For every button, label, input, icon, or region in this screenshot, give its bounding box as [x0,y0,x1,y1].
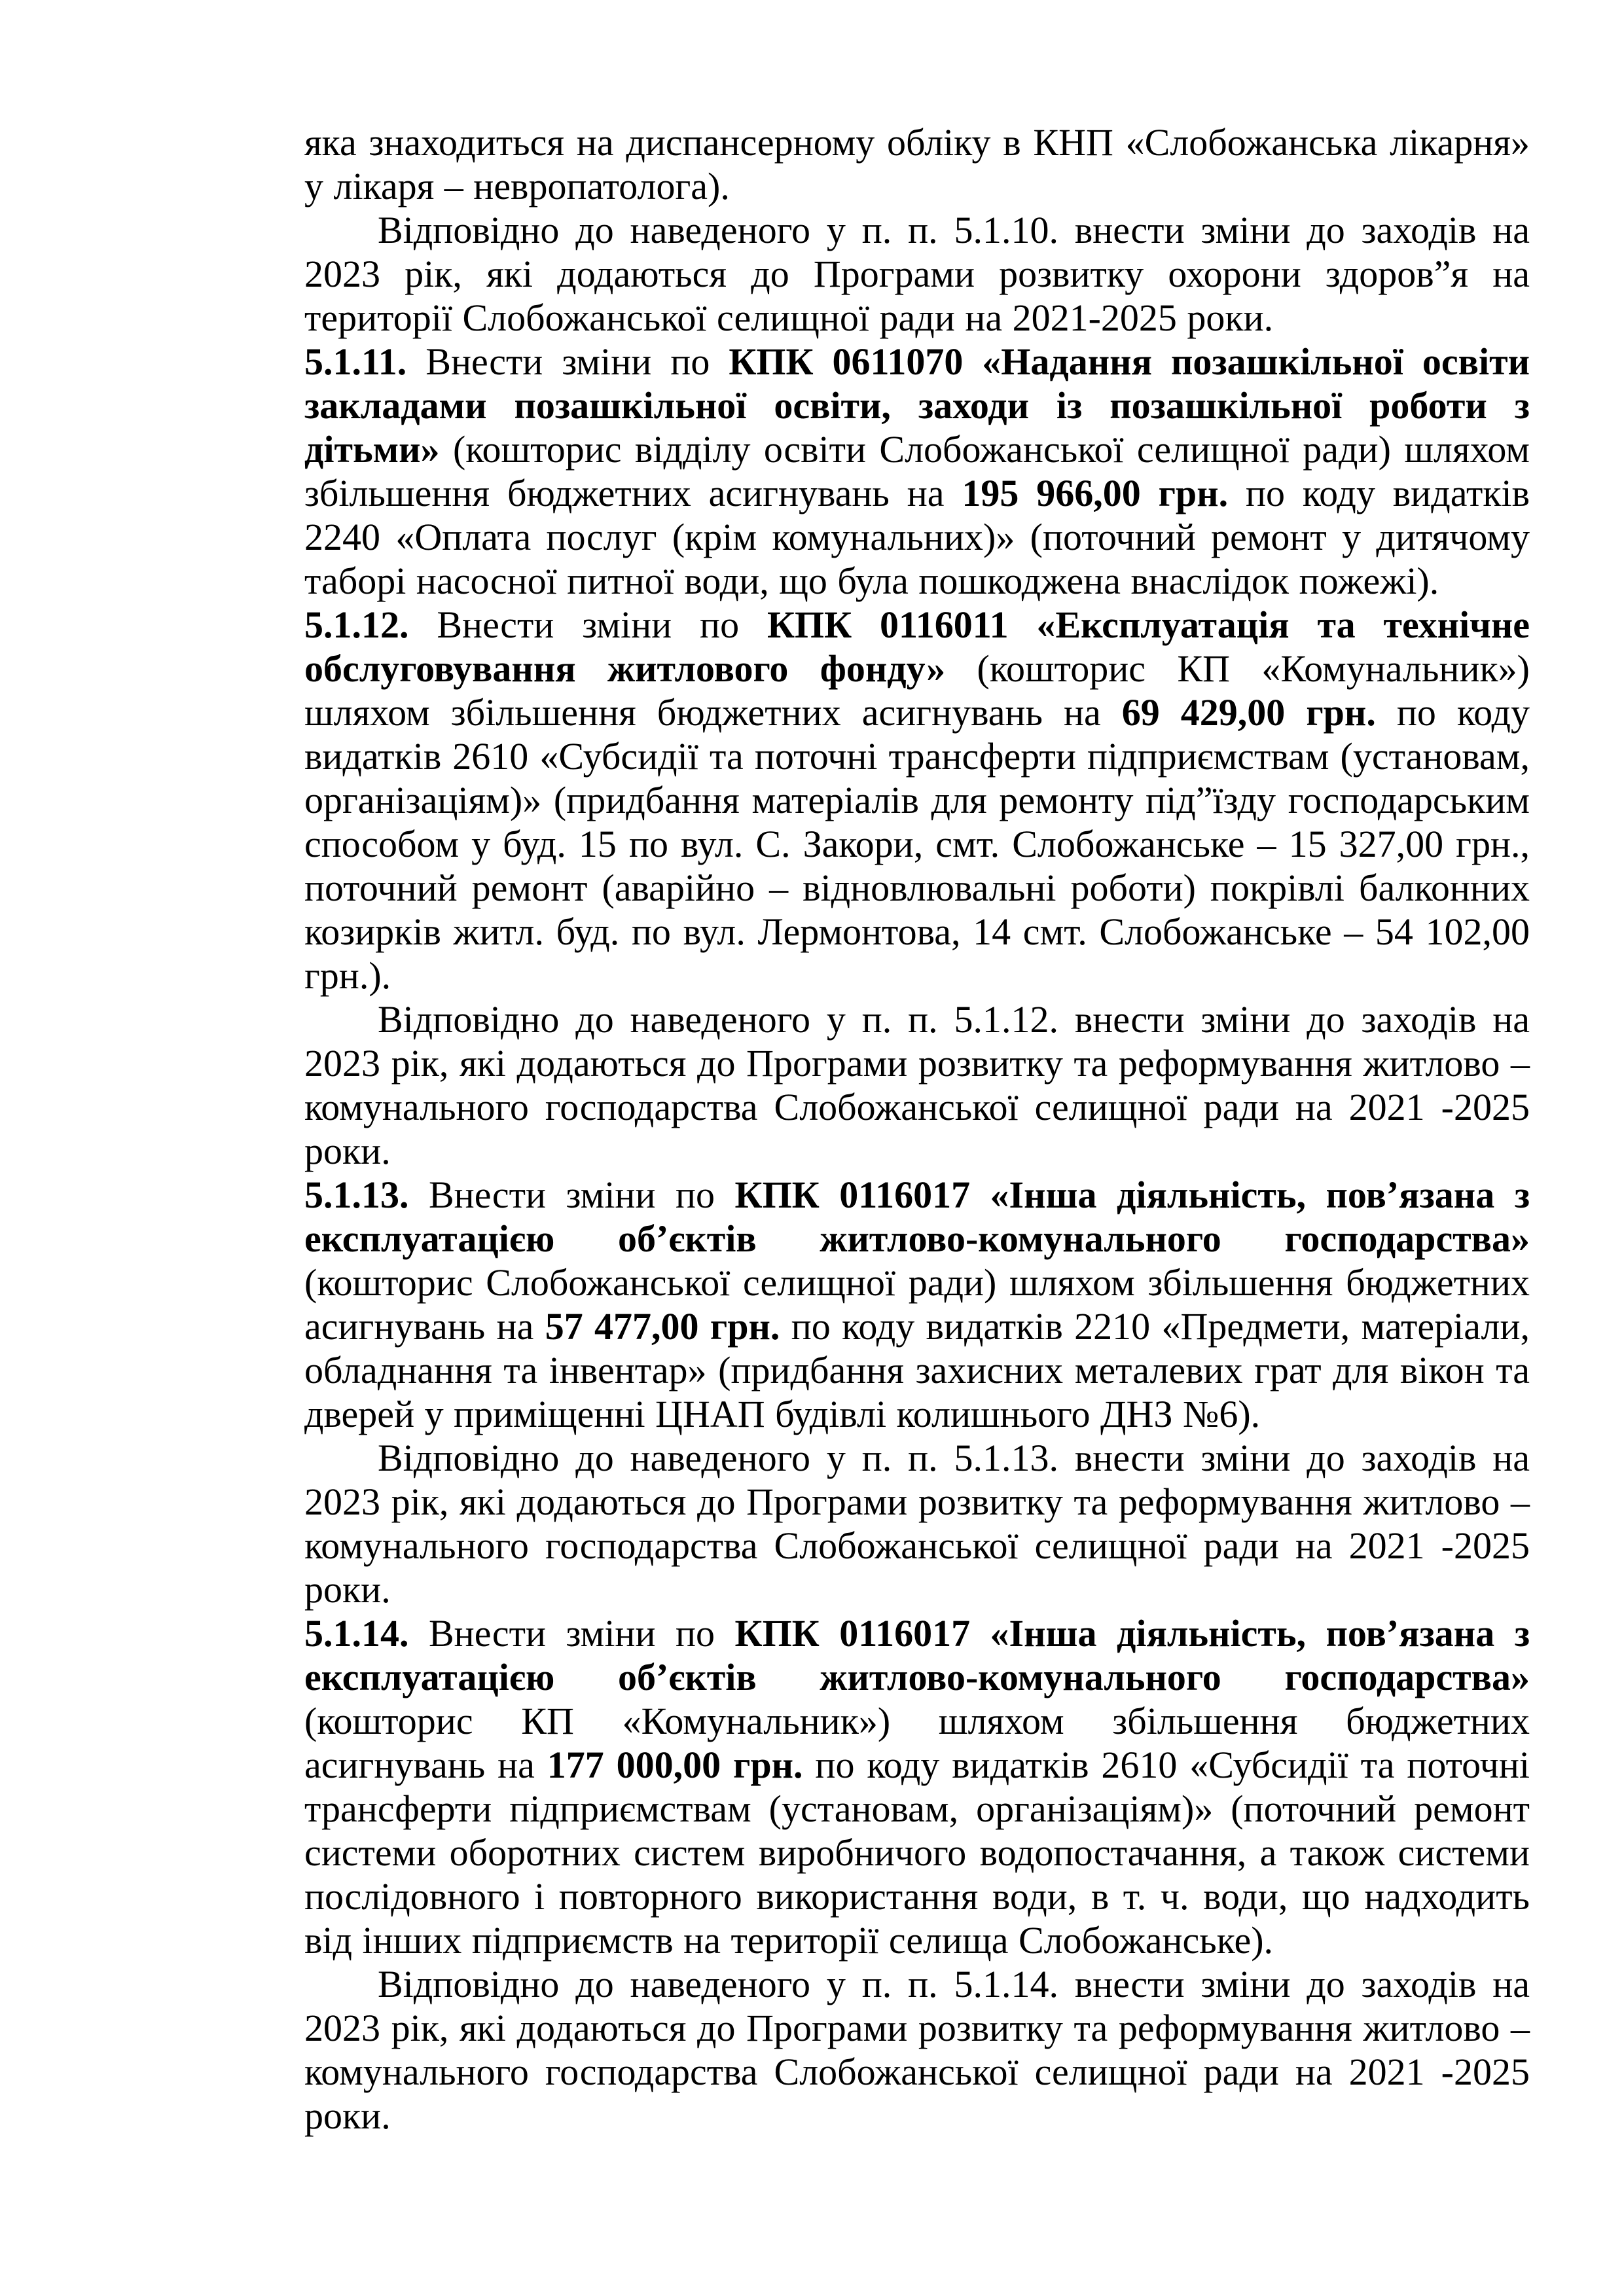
paragraph-s-5-1-12 [304,603,1530,997]
text-segment: Відповідно до наведеного у п. п. 5.1.10. внести зміни до заходів на 2023 рік, які додаються до Програми розвитку охорони здоров”я на території Слобожанської селищної ради на 2021-2025 роки. [304,209,1530,339]
text-segment: по коду видатків 2210 «Предмети, матеріали, обладнання та інвентар» (придбання захисних металевих грат для вікон та дверей у приміщенні ЦНАП будівлі колишнього ДНЗ №6). [304,1305,1530,1435]
text-segment: Відповідно до наведеного у п. п. 5.1.12. внести зміни до заходів на 2023 рік, які додаються до Програми розвитку та реформування житлово – комунального господарства Слобожанської селищної ради на 2021 -2025 роки. [304,998,1530,1172]
bold-text-segment: КПК 0116011 «Експлуатація та технічне обслуговування житлового фонду» [304,603,1530,690]
text-segment: (кошторис КП «Комунальник») шляхом збільшення бюджетних асигнувань на [304,647,1530,734]
text-segment: по коду видатків 2610 «Субсидії та поточні трансферти підприємствам (установам, організаціям)» (поточний ремонт системи оборотних систем виробничого водопостачання, а також системи послідовного і повторного використання води, в т. ч. води, що надходить від інших підприємств на території селища Слобожанське). [304,1744,1530,1962]
bold-text-segment: 5.1.11. [304,340,407,383]
text-segment: Внести зміни по [406,340,729,383]
bold-text-segment: 177 000,00 грн. [547,1744,803,1786]
text-segment: Відповідно до наведеного у п. п. 5.1.14. внести зміни до заходів на 2023 рік, які додаються до Програми розвитку та реформування житлово – комунального господарства Слобожанської селищної ради на 2021 -2025 роки. [304,1963,1530,2137]
text-segment: Внести зміни по [408,603,767,646]
paragraph-p-ref-5-1-12 [304,997,1530,1173]
text-segment: Внести зміни по [408,1174,735,1216]
text-segment: (кошторис КП «Комунальник») шляхом збільшення бюджетних асигнувань на [304,1700,1530,1786]
text-segment: Відповідно до наведеного у п. п. 5.1.13. внести зміни до заходів на 2023 рік, які додаються до Програми розвитку та реформування житлово – комунального господарства Слобожанської селищної ради на 2021 -2025 роки. [304,1437,1530,1611]
document-text [304,120,1530,2138]
paragraph-s-5-1-13 [304,1173,1530,1436]
text-segment: яка знаходиться на диспансерному обліку в КНП «Слобожанська лікарня» у лікаря – невропатолога). [304,121,1530,207]
text-segment: Внести зміни по [408,1612,735,1655]
bold-text-segment: КПК 0116017 «Інша діяльність, пов’язана з експлуатацією об’єктів житлово-комунального господарства» [304,1612,1530,1698]
paragraph-s-5-1-14 [304,1611,1530,1962]
bold-text-segment: КПК 0611070 «Надання позашкільної освіти закладами позашкільної освіти, заходи із позашкільної роботи з дітьми» [304,340,1530,471]
text-segment: (кошторис відділу освіти Слобожанської селищної ради) шляхом збільшення бюджетних асигнувань на [304,428,1530,514]
bold-text-segment: 195 966,00 грн. [962,472,1229,514]
paragraph-s-5-1-11 [304,340,1530,603]
text-segment: по коду видатків 2610 «Субсидії та поточні трансферти підприємствам (установам, організаціям)» (придбання матеріалів для ремонту під”їзду господарським способом у буд. 15 по вул. С. Закори, смт. Слобожанське – 15 327,00 грн., поточний ремонт (аварійно – відновлювальні роботи) покрівлі балконних козирків житл. буд. по вул. Лермонтова, 14 смт. Слобожанське – 54 102,00 грн.). [304,691,1530,997]
paragraph-p-continuation [304,120,1530,208]
bold-text-segment: 5.1.14. [304,1612,409,1655]
bold-text-segment: 5.1.12. [304,603,409,646]
paragraph-p-ref-5-1-14 [304,1962,1530,2138]
paragraph-p-ref-5-1-10 [304,208,1530,340]
paragraph-p-ref-5-1-13 [304,1436,1530,1611]
text-segment: (кошторис Слобожанської селищної ради) шляхом збільшення бюджетних асигнувань на [304,1261,1530,1348]
text-segment: по коду видатків 2240 «Оплата послуг (крім комунальних)» (поточний ремонт у дитячому таборі насосної питної води, що була пошкоджена внаслідок пожежі). [304,472,1530,602]
bold-text-segment: 5.1.13. [304,1174,409,1216]
bold-text-segment: КПК 0116017 «Інша діяльність, пов’язана з експлуатацією об’єктів житлово-комунального господарства» [304,1174,1530,1260]
bold-text-segment: 57 477,00 грн. [545,1305,780,1348]
bold-text-segment: 69 429,00 грн. [1121,691,1376,734]
